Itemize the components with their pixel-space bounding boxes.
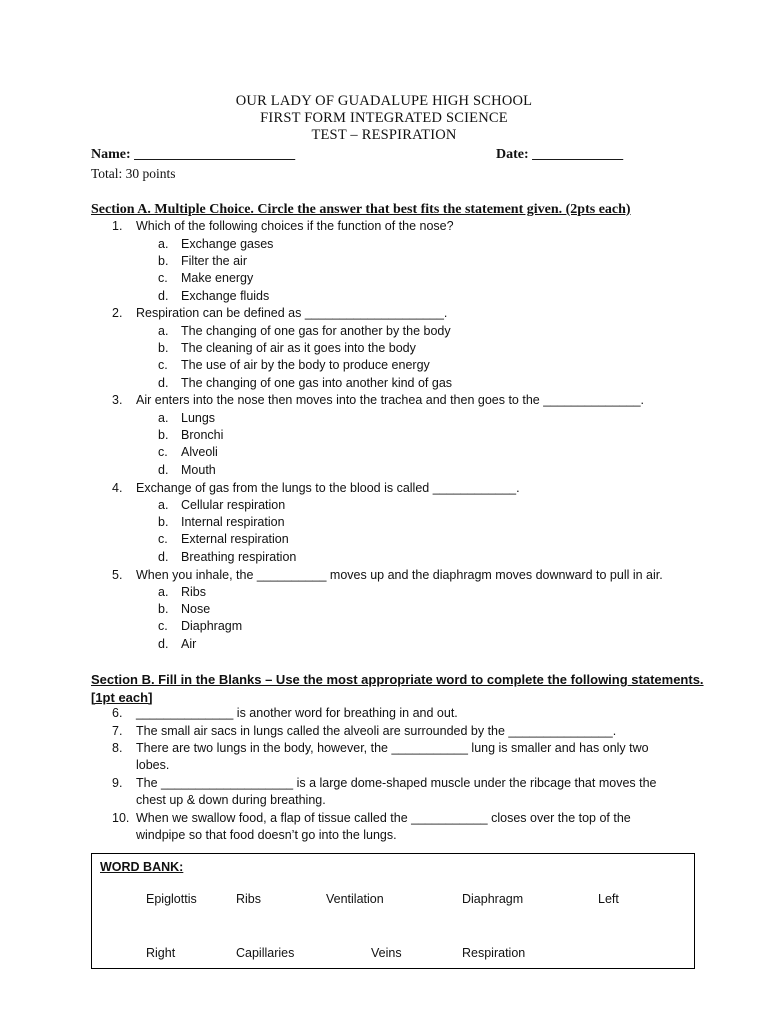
option-text: Internal respiration — [181, 515, 285, 529]
question-2 — [112, 305, 447, 322]
option-letter: b. — [158, 341, 169, 355]
word-bank-word: Epiglottis — [146, 892, 197, 906]
option-letter: a. — [158, 237, 169, 251]
option-4b[interactable] — [158, 514, 285, 531]
question-number: 3. — [112, 393, 123, 407]
option-text: Ribs — [181, 585, 207, 599]
option-text: Lungs — [181, 411, 216, 425]
test-title: TEST – RESPIRATION — [311, 127, 457, 143]
question-number: 7. — [112, 724, 123, 738]
option-3d[interactable] — [158, 462, 216, 479]
option-letter: c. — [158, 358, 168, 372]
option-letter: a. — [158, 411, 169, 425]
question-text: Which of the following choices if the function of the nose? — [136, 219, 454, 233]
option-text: Cellular respiration — [181, 498, 286, 512]
option-text: Breathing respiration — [181, 550, 297, 564]
option-text: Exchange gases — [181, 237, 274, 251]
option-3c[interactable] — [158, 444, 218, 461]
option-text: Filter the air — [181, 254, 247, 268]
option-text: Bronchi — [181, 428, 224, 442]
option-1c[interactable] — [158, 270, 253, 287]
question-3 — [112, 392, 644, 409]
name-field[interactable]: Name: _______________________ — [91, 147, 296, 162]
question-text: The ___________________ is a large dome-shaped muscle under the ribcage that moves the chest up & down during breathing. — [136, 776, 657, 808]
option-letter: b. — [158, 602, 169, 616]
section-b-heading-line2: [1pt each] — [91, 689, 153, 705]
question-number: 2. — [112, 306, 123, 320]
question-text: The small air sacs in lungs called the alveoli are surrounded by the _______________. — [136, 724, 617, 738]
question-number: 1. — [112, 219, 123, 233]
option-letter: c. — [158, 271, 168, 285]
question-text: Air enters into the nose then moves into the trachea and then goes to the ______________. — [136, 393, 645, 407]
option-letter: a. — [158, 498, 169, 512]
option-letter: d. — [158, 550, 169, 564]
option-4c[interactable] — [158, 531, 289, 548]
word-bank-word: Veins — [371, 946, 402, 960]
option-2c[interactable] — [158, 357, 430, 374]
option-letter: a. — [158, 585, 169, 599]
word-bank-word: Respiration — [462, 946, 526, 960]
option-letter: d. — [158, 463, 169, 477]
option-letter: b. — [158, 515, 169, 529]
option-1d[interactable] — [158, 288, 269, 305]
section-b-heading — [91, 671, 704, 706]
option-3b[interactable] — [158, 427, 223, 444]
option-letter: c. — [158, 532, 168, 546]
option-2d[interactable] — [158, 375, 452, 392]
option-text: Exchange fluids — [181, 289, 270, 303]
total-points: Total: 30 points — [91, 166, 176, 181]
question-6 — [112, 705, 652, 722]
option-text: Alveoli — [181, 445, 218, 459]
course-title: FIRST FORM INTEGRATED SCIENCE — [260, 110, 508, 126]
question-4 — [112, 480, 520, 497]
option-2a[interactable] — [158, 323, 451, 340]
question-8 — [112, 740, 652, 775]
question-10 — [112, 810, 642, 845]
option-text: The changing of one gas for another by the body — [181, 324, 451, 338]
option-letter: b. — [158, 428, 169, 442]
option-5c[interactable] — [158, 618, 242, 635]
document-header — [0, 93, 768, 144]
question-text: ______________ is another word for breathing in and out. — [136, 706, 458, 720]
option-5d[interactable] — [158, 636, 196, 653]
question-number: 4. — [112, 481, 123, 495]
word-bank-box — [91, 853, 695, 969]
word-bank-word: Ventilation — [326, 892, 384, 906]
name-date-row — [91, 147, 651, 163]
question-1 — [112, 218, 454, 235]
option-letter: d. — [158, 376, 169, 390]
question-9 — [112, 775, 660, 810]
option-text: Air — [181, 637, 197, 651]
option-4d[interactable] — [158, 549, 296, 566]
question-number: 10. — [112, 811, 130, 825]
question-text: Exchange of gas from the lungs to the blood is called ____________. — [136, 481, 520, 495]
word-bank-word: Left — [598, 892, 619, 906]
question-number: 9. — [112, 776, 123, 790]
option-letter: c. — [158, 445, 168, 459]
question-text: Respiration can be defined as ____________________. — [136, 306, 448, 320]
question-text: There are two lungs in the body, however, the ___________ lung is smaller and has only two lobes. — [136, 741, 649, 773]
question-number: 6. — [112, 706, 123, 720]
section-b-heading-line1: Section B. Fill in the Blanks – Use the most appropriate word to complete the following statements. — [91, 672, 704, 687]
option-text: Make energy — [181, 271, 254, 285]
option-1b[interactable] — [158, 253, 247, 270]
option-text: The cleaning of air as it goes into the body — [181, 341, 416, 355]
question-7 — [112, 723, 652, 740]
question-5 — [112, 567, 663, 584]
option-text: External respiration — [181, 532, 289, 546]
option-4a[interactable] — [158, 497, 285, 514]
option-text: Nose — [181, 602, 211, 616]
word-bank-word: Right — [146, 946, 176, 960]
question-text: When we swallow food, a flap of tissue called the ___________ closes over the top of the windpipe so that food doesn’t go into the lungs. — [136, 811, 631, 843]
option-5a[interactable] — [158, 584, 206, 601]
option-5b[interactable] — [158, 601, 210, 618]
school-name: OUR LADY OF GUADALUPE HIGH SCHOOL — [235, 93, 533, 109]
option-text: The changing of one gas into another kind of gas — [181, 376, 453, 390]
option-letter: a. — [158, 324, 169, 338]
option-2b[interactable] — [158, 340, 416, 357]
option-3a[interactable] — [158, 410, 215, 427]
option-text: The use of air by the body to produce energy — [181, 358, 430, 372]
option-1a[interactable] — [158, 236, 273, 253]
word-bank-word: Ribs — [236, 892, 262, 906]
option-letter: d. — [158, 289, 169, 303]
section-a-heading: Section A. Multiple Choice. Circle the answer that best fits the statement given. (2pts each) — [91, 202, 631, 217]
question-number: 5. — [112, 568, 123, 582]
option-letter: c. — [158, 619, 168, 633]
question-number: 8. — [112, 741, 123, 755]
option-text: Diaphragm — [181, 619, 243, 633]
question-text: When you inhale, the __________ moves up and the diaphragm moves downward to pull in air. — [136, 568, 663, 582]
option-letter: d. — [158, 637, 169, 651]
option-letter: b. — [158, 254, 169, 268]
word-bank-word: Capillaries — [236, 946, 295, 960]
option-text: Mouth — [181, 463, 216, 477]
word-bank-title: WORD BANK: — [100, 860, 184, 874]
date-field[interactable]: Date: _____________ — [496, 147, 624, 162]
word-bank-word: Diaphragm — [462, 892, 524, 906]
